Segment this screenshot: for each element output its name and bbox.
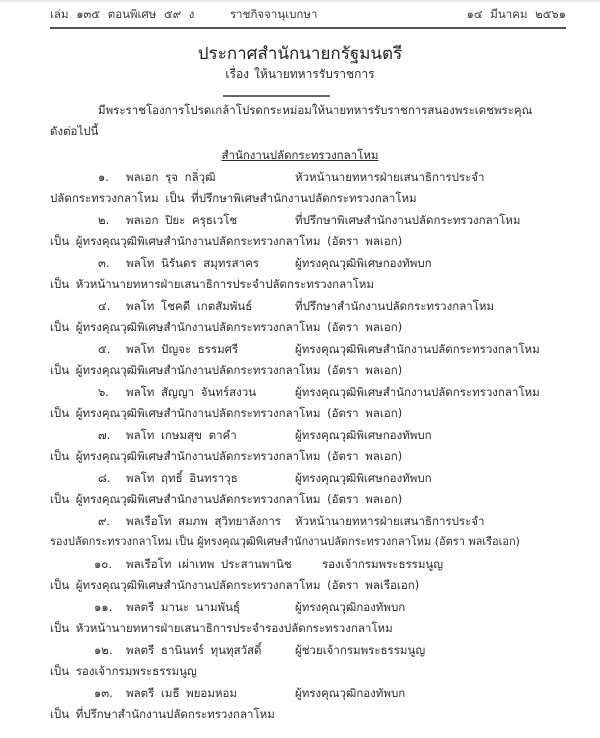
announcement-title: ประกาศสำนักนายกรัฐมนตรี (197, 44, 403, 64)
new-position-line: เป็น ผู้ทรงคุณวุฒิพิเศษสำนักงานปลัดกระทรวงกลาโหม (อัตรา พลเอก) (50, 492, 403, 506)
list-item (50, 167, 570, 187)
current-position: ผู้ทรงคุณวุฒิพิเศษสำนักงานปลัดกระทรวงกลาโหม (295, 385, 540, 399)
announcement-subject (0, 65, 600, 84)
current-position: ผู้ทรงคุณวุฒิพิเศษสำนักงานปลัดกระทรวงกลาโหม (295, 342, 540, 356)
rank-name: พลตรี ธานินทร์ ทุนทุสวัสดิ์ (126, 643, 262, 657)
current-position: ผู้ทรงคุณวุฒิพิเศษกองทัพบก (295, 428, 432, 442)
new-position-line: เป็น ผู้ทรงคุณวุฒิพิเศษสำนักงานปลัดกระทรวงกลาโหม (อัตรา พลเอก) (50, 449, 403, 463)
new-position-line: รองปลัดกระทรวงกลาโหม เป็น ผู้ทรงคุณวุฒิพิเศษสำนักงานปลัดกระทรวงกลาโหม (อัตรา พลเรือเอก) (50, 535, 520, 548)
list-item (50, 210, 570, 230)
subject-text: ให้นายทหารรับราชการ (254, 67, 375, 81)
item-number: ๓. (98, 256, 110, 270)
list-item (50, 640, 570, 660)
new-position-line: เป็น หัวหน้านายทหารฝ่ายเสนาธิการประจำรองปลัดกระทรวงกลาโหม (50, 621, 393, 635)
publication-name: ราชกิจจานุเบกษา (230, 7, 318, 21)
current-position: ผู้ทรงคุณวุฒิกองทัพบก (295, 686, 406, 700)
new-position-line: เป็น ผู้ทรงคุณวุฒิพิเศษสำนักงานปลัดกระทรวงกลาโหม (อัตรา พลเอก) (50, 406, 403, 420)
item-number: ๘. (98, 471, 111, 485)
item-number: ๔. (98, 299, 111, 313)
list-item (50, 296, 570, 316)
header-divider (50, 27, 566, 29)
rank-name: พลตรี เมธี พยอมหอม (126, 686, 237, 700)
subject-label: เรื่อง (225, 67, 250, 81)
current-position: ที่ปรึกษาสำนักงานปลัดกระทรวงกลาโหม (295, 299, 495, 313)
list-item (50, 339, 570, 359)
list-item (50, 597, 570, 617)
new-position-line: เป็น ผู้ทรงคุณวุฒิพิเศษสำนักงานปลัดกระทรวงกลาโหม (อัตรา พลเอก) (50, 234, 403, 248)
new-position-line: เป็น ผู้ทรงคุณวุฒิพิเศษสำนักงานปลัดกระทรวงกลาโหม (อัตรา พลเรือเอก) (50, 578, 420, 592)
current-position: หัวหน้านายทหารฝ่ายเสนาธิการประจำ (295, 514, 485, 528)
item-number: ๒. (98, 213, 110, 227)
item-number: ๑๓. (94, 686, 113, 700)
rank-name: พลเรือโท สมภพ สุวิทยาลังการ (126, 514, 281, 528)
item-number: ๑๑. (94, 600, 113, 614)
rank-name: พลโท ปัญจะ ธรรมศรี (126, 342, 239, 356)
rank-name: พลเรือโท เผ่าเทพ ประสานพานิช (126, 557, 292, 571)
preamble-line-2: ดังต่อไปนี้ (50, 124, 99, 138)
rank-name: พลเอก รุจ กลิ่วุฒิ (126, 170, 216, 184)
rank-name: พลโท โชคดี เกตสัมพันธ์ (126, 299, 253, 313)
list-item (50, 554, 570, 574)
new-position-line: ปลัดกระทรวงกลาโหม เป็น ที่ปรึกษาพิเศษสำนักงานปลัดกระทรวงกลาโหม (50, 191, 417, 205)
current-position: ผู้ทรงคุณวุฒิกองทัพบก (295, 600, 406, 614)
page-top-edge (0, 0, 600, 2)
rank-name: พลโท สัญญา จันทร์สงวน (126, 385, 257, 399)
current-position: ผู้ทรงคุณวุฒิพิเศษกองทัพบก (295, 471, 432, 485)
rank-name: พลตรี มานะ นามพันธุ์ (126, 600, 241, 614)
new-position-line: เป็น ผู้ทรงคุณวุฒิพิเศษสำนักงานปลัดกระทรวงกลาโหม (อัตรา พลเอก) (50, 363, 403, 377)
rank-name: พลโท นิรันดร สมุทรสาคร (126, 256, 259, 270)
title-divider (223, 95, 330, 97)
current-position: ที่ปรึกษาพิเศษสำนักงานปลัดกระทรวงกลาโหม (295, 213, 521, 227)
section-heading: สำนักงานปลัดกระทรวงกลาโหม (221, 148, 379, 162)
current-position: รองเจ้ากรมพระธรรมนูญ (322, 557, 444, 571)
item-number: ๑๐. (94, 557, 112, 571)
item-number: ๑. (98, 170, 109, 184)
rank-name: พลโท ฤทธิ์ อินทราวุธ (126, 471, 238, 485)
list-item (50, 425, 570, 445)
current-position: ผู้ช่วยเจ้ากรมพระธรรมนูญ (295, 643, 426, 657)
new-position-line: เป็น รองเจ้ากรมพระธรรมนูญ (50, 664, 197, 678)
current-position: หัวหน้านายทหารฝ่ายเสนาธิการประจำ (295, 170, 485, 184)
publication-date: ๑๔ มีนาคม ๒๕๖๑ (466, 7, 566, 21)
new-position-line: เป็น หัวหน้านายทหารฝ่ายเสนาธิการประจำปลัดกระทรวงกลาโหม (50, 277, 374, 291)
list-item (50, 253, 570, 273)
current-position: ผู้ทรงคุณวุฒิพิเศษกองทัพบก (295, 256, 432, 270)
volume-issue: เล่ม ๑๓๕ ตอนพิเศษ ๕๙ ง (50, 7, 195, 21)
item-number: ๗. (98, 428, 111, 442)
list-item (50, 511, 570, 531)
item-number: ๙. (98, 514, 111, 528)
rank-name: พลเอก ปิยะ ครุธเวโช (126, 213, 238, 227)
running-header (50, 6, 566, 24)
new-position-line: เป็น ที่ปรึกษาสำนักงานปลัดกระทรวงกลาโหม (50, 707, 275, 721)
item-number: ๕. (98, 342, 111, 356)
rank-name: พลโท เกษมสุข ตาคำ (126, 428, 237, 442)
preamble-line-1: มีพระราชโองการโปรดเกล้าโปรดกระหม่อมให้นายทหารรับราชการสนองพระเดชพระคุณ (98, 103, 533, 117)
item-number: ๑๒. (94, 643, 113, 657)
new-position-line: เป็น ผู้ทรงคุณวุฒิพิเศษสำนักงานปลัดกระทรวงกลาโหม (อัตรา พลเอก) (50, 320, 403, 334)
list-item (50, 683, 570, 703)
item-number: ๖. (98, 385, 109, 399)
list-item (50, 468, 570, 488)
list-item (50, 382, 570, 402)
